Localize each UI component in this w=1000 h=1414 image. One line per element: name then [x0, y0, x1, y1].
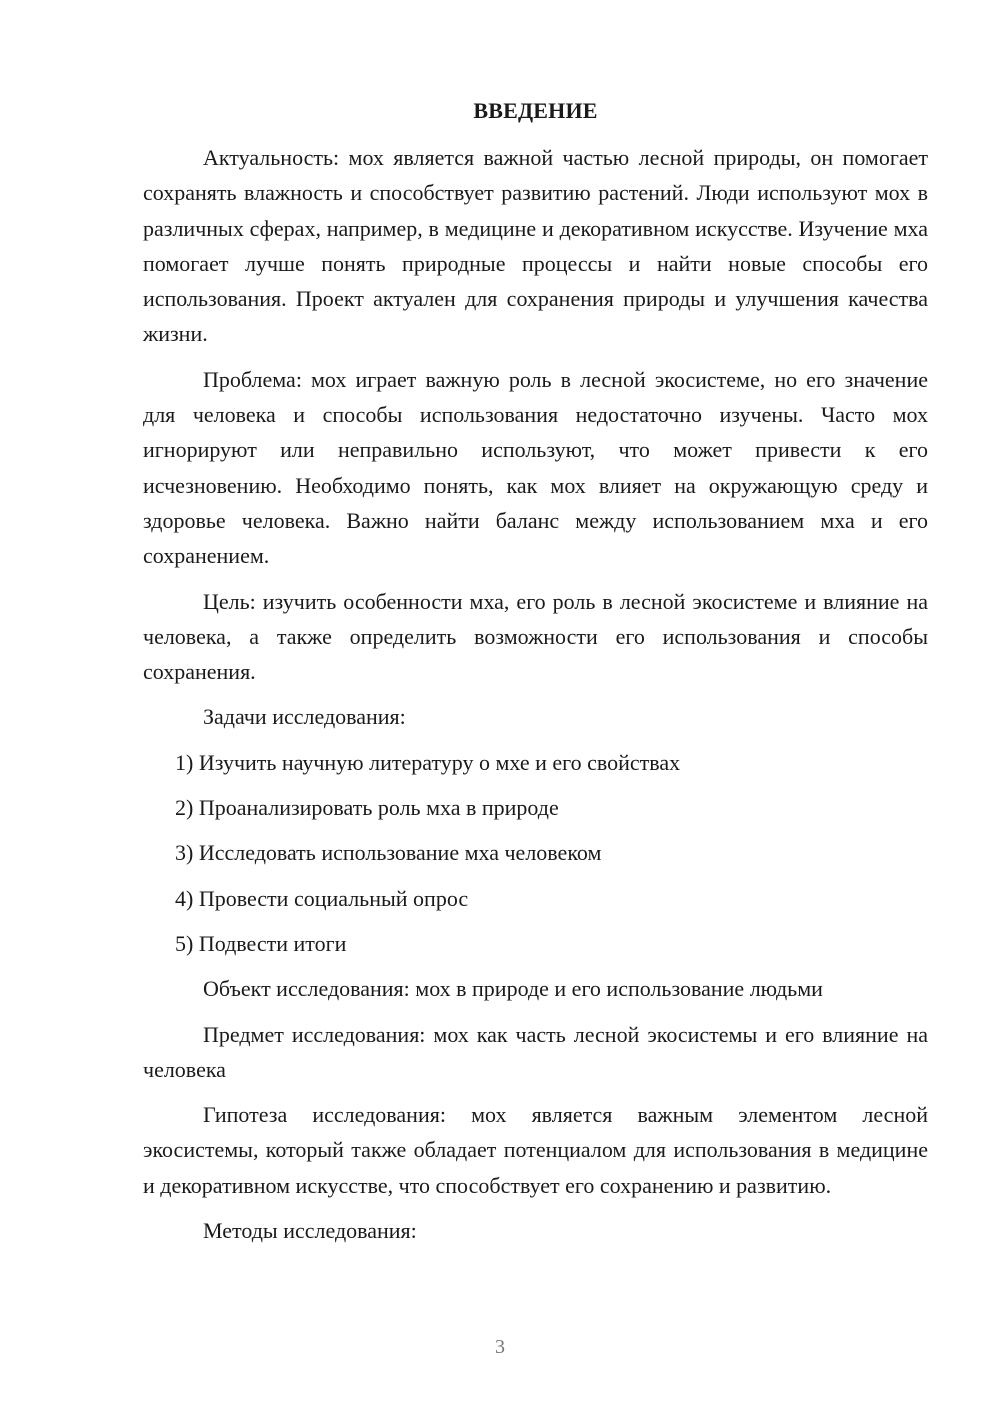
object-paragraph: Объект исследования: мох в природе и его использование людьми — [203, 976, 823, 1002]
list-item: 2) Проанализировать роль мха в природе — [175, 795, 559, 821]
subject-paragraph: Предмет исследования: мох как часть лесной экосистемы и его влияние на человека — [143, 1021, 928, 1082]
tasks-list — [143, 745, 928, 961]
relevance-paragraph: Актуальность: мох является важной частью лесной природы, он помогает сохранять влажность и способствует развитию растений. Люди используют мох в различных сферах, например, в медицине и декоративном искусстве. Изучение мха помогает лучше понять природные процессы и найти новые способы его использования. Проект актуален для сохранения природы и улучшения качества жизни. — [143, 145, 928, 347]
tasks-heading: Задачи исследования: — [203, 704, 406, 730]
section-title: ВВЕДЕНИЕ — [473, 98, 598, 123]
goal-paragraph: Цель: изучить особенности мха, его роль в лесной экосистеме и влияние на человека, а также определить возможности его использования и способы сохранения. — [143, 588, 928, 685]
list-item: 3) Исследовать использование мха человеком — [175, 840, 602, 866]
problem-paragraph: Проблема: мох играет важную роль в лесной экосистеме, но его значение для человека и способы использования недостаточно изучены. Часто мох игнорируют или неправильно используют, что может привести к его исчезновению. Необходимо понять, как мох влияет на окружающую среду и здоровье человека. Важно найти баланс между использованием мха и его сохранением. — [143, 366, 928, 569]
hypothesis-paragraph: Гипотеза исследования: мох является важным элементом лесной экосистемы, который также обладает потенциалом для использования в медицине и декоративном искусстве, что способствует его сохранению и развитию. — [143, 1102, 928, 1198]
list-item: 5) Подвести итоги — [175, 930, 347, 956]
page-number: 3 — [495, 1336, 505, 1358]
list-item: 1) Изучить научную литературу о мхе и его свойствах — [175, 749, 681, 775]
page-content — [143, 96, 928, 1258]
list-item: 4) Провести социальный опрос — [175, 885, 469, 911]
methods-heading: Методы исследования: — [203, 1218, 417, 1244]
